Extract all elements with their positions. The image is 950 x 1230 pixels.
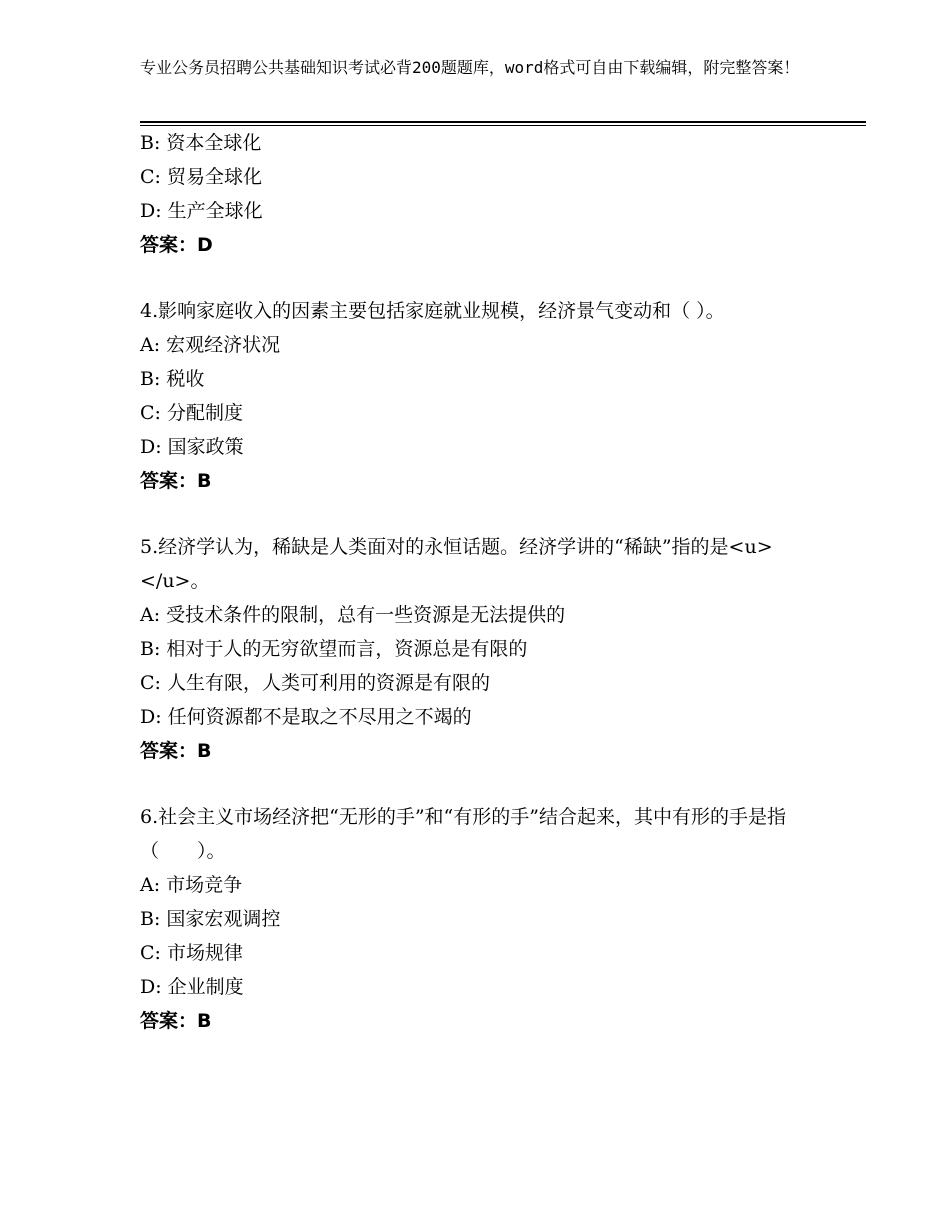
answer: 答案：B — [140, 1010, 212, 1032]
option-d: D: 任何资源都不是取之不尽用之不竭的 — [140, 706, 472, 728]
option-b: B: 国家宏观调控 — [140, 908, 281, 930]
option-b: B: 资本全球化 — [140, 132, 262, 154]
header-title: 专业公务员招聘公共基础知识考试必背200题题库，word格式可自由下载编辑，附完整答案！ — [140, 58, 800, 77]
answer: 答案：D — [140, 234, 213, 256]
question-stem: 6.社会主义市场经济把“无形的手”和“有形的手”结合起来，其中有形的手是指（ ）。 — [140, 806, 786, 862]
header-divider-thick — [140, 121, 866, 123]
question-stem: 4.影响家庭收入的因素主要包括家庭就业规模，经济景气变动和（ ）。 — [140, 300, 725, 322]
option-a: A: 市场竞争 — [140, 874, 243, 896]
document-header — [140, 57, 810, 79]
answer: 答案：B — [140, 470, 212, 492]
option-c: C: 贸易全球化 — [140, 166, 262, 188]
option-a: A: 宏观经济状况 — [140, 334, 281, 356]
option-d: D: 国家政策 — [140, 436, 244, 458]
option-c: C: 市场规律 — [140, 942, 243, 964]
question-list — [140, 126, 820, 1038]
option-c: C: 分配制度 — [140, 402, 243, 424]
option-d: D: 生产全球化 — [140, 200, 263, 222]
option-b: B: 相对于人的无穷欲望而言，资源总是有限的 — [140, 638, 528, 660]
option-d: D: 企业制度 — [140, 976, 244, 998]
option-a: A: 受技术条件的限制，总有一些资源是无法提供的 — [140, 604, 566, 626]
question-6 — [140, 800, 820, 1038]
answer: 答案：B — [140, 740, 212, 762]
question-5 — [140, 530, 820, 768]
option-c: C: 人生有限，人类可利用的资源是有限的 — [140, 672, 490, 694]
question-4 — [140, 294, 820, 498]
option-b: B: 税收 — [140, 368, 205, 390]
question-stem: 5.经济学认为，稀缺是人类面对的永恒话题。经济学讲的“稀缺”指的是<u> </u>。 — [140, 536, 773, 592]
partial-question — [140, 126, 820, 262]
